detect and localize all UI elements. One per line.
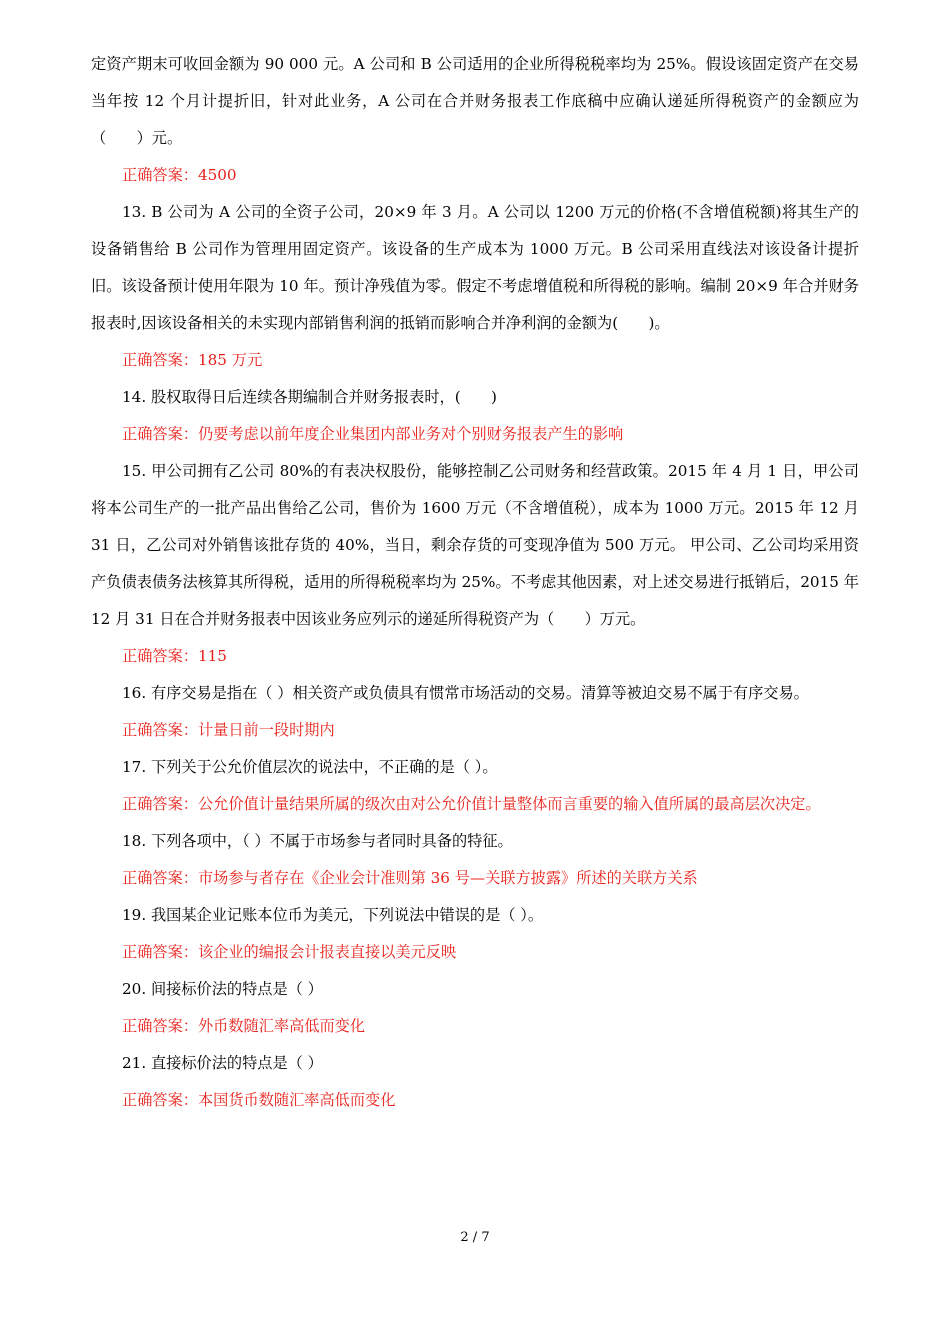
question-21: 21. 直接标价法的特点是（ ） xyxy=(122,1054,323,1072)
answer-14: 正确答案：仍要考虑以前年度企业集团内部业务对个别财务报表产生的影响 xyxy=(122,425,624,443)
question-16: 16. 有序交易是指在（ ）相关资产或负债具有惯常市场活动的交易。清算等被迫交易不属于有序交易。 xyxy=(122,684,809,702)
question-15: 15. 甲公司拥有乙公司 80%的有表决权股份，能够控制乙公司财务和经营政策。2015 年 4 月 1 日，甲公司将本公司生产的一批产品出售给乙公司，售价为 1600 万元（不含增值税），成本为 1000 万元。2015 年 12 月 31 日，乙公司对外销售该批存货的 40%，当日，剩余存货的可变现净值为 500 万元。 甲公司、乙公司均采用资产负债表债务法核算其所得税，适用的所得税税率均为 25%。不考虑其他因素，对上述交易进行抵销后，2015 年 12 月 31 日在合并财务报表中因该业务应列示的递延所得税资产为（ ）万元。 xyxy=(91,462,859,628)
question-14: 14. 股权取得日后连续各期编制合并财务报表时，( ) xyxy=(122,388,497,406)
answer-21: 正确答案：本国货币数随汇率高低而变化 xyxy=(122,1091,396,1109)
question-19: 19. 我国某企业记账本位币为美元，下列说法中错误的是（ ）。 xyxy=(122,906,544,924)
question-17: 17. 下列关于公允价值层次的说法中，不正确的是（ ）。 xyxy=(122,758,498,776)
question-18: 18. 下列各项中，（ ）不属于市场参与者同时具备的特征。 xyxy=(122,832,513,850)
answer-13: 正确答案：185 万元 xyxy=(122,351,263,369)
answer-18: 正确答案：市场参与者存在《企业会计准则第 36 号—关联方披露》所述的关联方关系 xyxy=(122,869,698,887)
question-12-continuation: 定资产期末可收回金额为 90 000 元。A 公司和 B 公司适用的企业所得税税率均为 25%。假设该固定资产在交易当年按 12 个月计提折旧，针对此业务，A 公司在合并财务报表工作底稿中应确认递延所得税资产的金额应为（ ）元。 xyxy=(91,55,859,147)
answer-12: 正确答案：4500 xyxy=(122,166,237,184)
question-20: 20. 间接标价法的特点是（ ） xyxy=(122,980,323,998)
page-number: 2 / 7 xyxy=(460,1230,490,1245)
answer-17: 正确答案：公允价值计量结果所属的级次由对公允价值计量整体而言重要的输入值所属的最高层次决定。 xyxy=(122,795,821,813)
answer-20: 正确答案：外币数随汇率高低而变化 xyxy=(122,1017,365,1035)
question-13: 13. B 公司为 A 公司的全资子公司，20×9 年 3 月。A 公司以 1200 万元的价格(不含增值税额)将其生产的设备销售给 B 公司作为管理用固定资产。该设备的生产成本为 1000 万元。B 公司采用直线法对该设备计提折旧。该设备预计使用年限为 10 年。预计净残值为零。假定不考虑增值税和所得税的影响。编制 20×9 年合并财务报表时,因该设备相关的未实现内部销售利润的抵销而影响合并净利润的金额为( )。 xyxy=(91,203,859,332)
answer-15: 正确答案：115 xyxy=(122,647,227,665)
document-body xyxy=(91,46,859,1119)
answer-16: 正确答案：计量日前一段时期内 xyxy=(122,721,335,739)
answer-19: 正确答案：该企业的编报会计报表直接以美元反映 xyxy=(122,943,457,961)
